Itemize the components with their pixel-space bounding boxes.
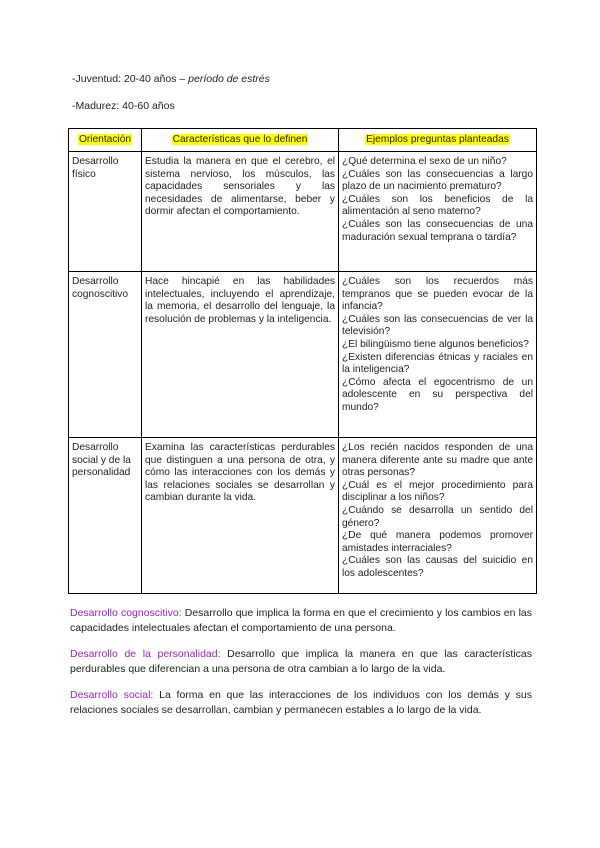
definition-social	[70, 688, 532, 718]
definition-text: Desarrollo que implica la manera en que las características perdurables que diferencian a una persona de otra cambian a lo largo de la vida.	[70, 648, 532, 675]
example-question: ¿Cuál es el mejor procedimiento para disciplinar a los niños?	[342, 479, 533, 504]
juventud-italic: período de estrés	[188, 73, 270, 85]
example-question: ¿Cuáles son las consecuencias de ver la televisión?	[342, 313, 533, 338]
example-question: ¿Los recién nacidos responden de una manera diferente ante su madre que ante otras personas?	[342, 442, 533, 479]
row-description: Examina las características perdurables que distinguen a una persona de otra, y cómo las interacciones con los demás y las relaciones sociales se desarrollan y cambian durante la vida.	[142, 438, 339, 594]
example-question: ¿Cuáles son las consecuencias a largo plazo de un nacimiento prematuro?	[342, 168, 533, 193]
example-question: ¿Qué determina el sexo de un niño?	[342, 156, 507, 167]
example-question: ¿Existen diferencias étnicas y raciales en la inteligencia?	[342, 351, 533, 376]
definition-term: Desarrollo cognoscitivo:	[70, 607, 182, 619]
header-caracteristicas: Características que lo definen	[142, 129, 339, 152]
definition-cognoscitivo	[70, 606, 532, 636]
row-examples	[339, 438, 537, 594]
example-question: ¿Cuándo se desarrolla un sentido del género?	[342, 504, 533, 529]
table-header-row	[69, 129, 537, 152]
example-question: ¿De qué manera podemos promover amistades interraciales?	[342, 530, 533, 554]
row-category: Desarrollo social y de la personalidad	[69, 438, 142, 594]
table-row	[69, 272, 537, 438]
definition-term: Desarrollo de la personalidad:	[70, 648, 221, 660]
row-examples	[339, 272, 537, 438]
row-examples	[339, 152, 537, 272]
row-category: Desarrollo cognoscitivo	[69, 272, 142, 438]
juventud-line	[72, 72, 270, 86]
example-question: ¿El bilingüismo tiene algunos beneficios?	[342, 338, 529, 350]
row-category: Desarrollo físico	[69, 152, 142, 272]
header-ejemplos: Ejemplos preguntas planteadas	[339, 129, 537, 152]
row-description: Estudia la manera en que el cerebro, el sistema nervioso, los músculos, las capacidades sensoriales y las necesidades de alimentarse, beber y dormir afectan el comportamiento.	[142, 152, 339, 272]
definition-text: Desarrollo que implica la forma en que el crecimiento y los cambios en las capacidades intelectuales afectan el comportamiento de una persona.	[70, 607, 533, 634]
development-table	[68, 128, 537, 594]
example-question: ¿Cómo afecta el egocentrismo de un adolescente en su perspectiva del mundo?	[342, 376, 533, 413]
definition-term: Desarrollo social:	[70, 689, 154, 701]
example-question: ¿Cuáles son las consecuencias de una maduración sexual temprana o tardía?	[342, 218, 533, 243]
definition-personalidad	[70, 647, 532, 677]
madurez-line: -Madurez: 40-60 años	[72, 100, 175, 112]
example-question: ¿Cuáles son los beneficios de la alimentación al seno materno?	[342, 193, 533, 218]
table-row	[69, 152, 537, 272]
example-question: ¿Cuáles son las causas del suicidio en los adolescentes?	[342, 555, 533, 579]
table-row	[69, 438, 537, 594]
header-orientacion: Orientación	[69, 129, 142, 152]
example-question: ¿Cuáles son los recuerdos más tempranos que se pueden evocar de la infancia?	[342, 276, 533, 313]
row-description: Hace hincapié en las habilidades intelectuales, incluyendo el aprendizaje, la memoria, el desarrollo del lenguaje, la resolución de problemas y la inteligencia.	[142, 272, 339, 438]
definition-text: La forma en que las interacciones de los individuos con los demás y sus relaciones sociales se desarrollan, cambian y permanecen estables a lo largo de la vida.	[70, 689, 532, 716]
juventud-text: -Juventud: 20-40 años –	[72, 73, 189, 85]
